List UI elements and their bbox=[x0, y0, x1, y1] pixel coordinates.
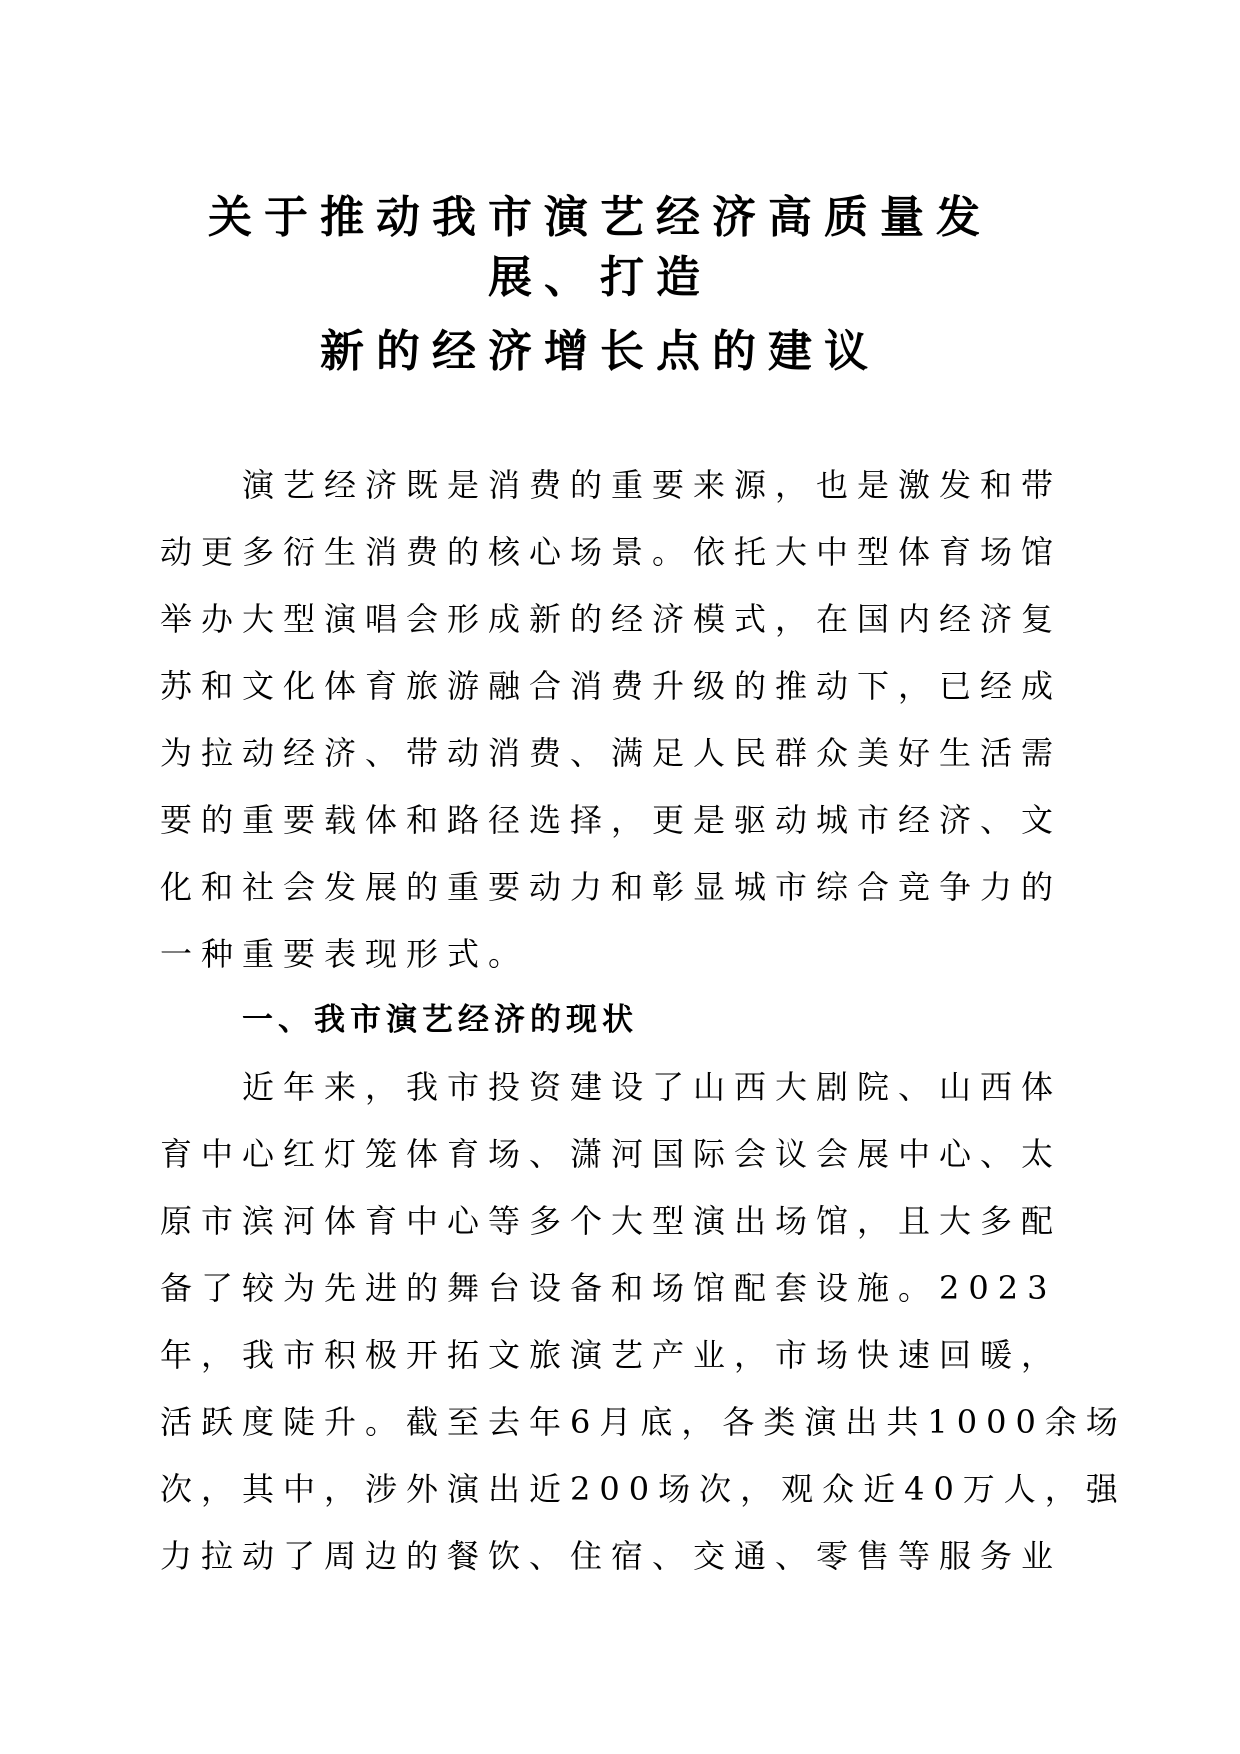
paragraph-2-line: 近年来，我市投资建设了山西大剧院、山西体 bbox=[242, 1068, 1063, 1106]
paragraph-1-line: 演艺经济既是消费的重要来源，也是激发和带 bbox=[242, 466, 1063, 504]
paragraph-2-line: 年，我市积极开拓文旅演艺产业，市场快速回暖， bbox=[160, 1336, 1063, 1374]
section-heading: 一、我市演艺经济的现状 bbox=[242, 1002, 638, 1038]
paragraph-2-line: 力拉动了周边的餐饮、住宿、交通、零售等服务业 bbox=[160, 1537, 1063, 1575]
paragraph-1-line: 化和社会发展的重要动力和彰显城市综合竞争力的 bbox=[160, 868, 1063, 906]
paragraph-2-line: 活跃度陡升。截至去年6月底，各类演出共1000余场 bbox=[160, 1403, 1127, 1441]
paragraph-2-line: 育中心红灯笼体育场、潇河国际会议会展中心、太 bbox=[160, 1135, 1063, 1173]
paragraph-1-line: 苏和文化体育旅游融合消费升级的推动下，已经成 bbox=[160, 667, 1063, 705]
paragraph-1-line: 举办大型演唱会形成新的经济模式，在国内经济复 bbox=[160, 600, 1063, 638]
document-title-line-1: 关于推动我市演艺经济高质量发 bbox=[208, 192, 992, 243]
paragraph-1-line: 一种重要表现形式。 bbox=[160, 935, 530, 973]
paragraph-2-line: 次，其中，涉外演出近200场次，观众近40万人，强 bbox=[160, 1470, 1127, 1508]
document-title-line-3: 新的经济增长点的建议 bbox=[320, 326, 880, 377]
document-title-line-2: 展、打造 bbox=[488, 252, 712, 303]
paragraph-2-line: 原市滨河体育中心等多个大型演出场馆，且大多配 bbox=[160, 1202, 1063, 1240]
paragraph-1-line: 为拉动经济、带动消费、满足人民群众美好生活需 bbox=[160, 734, 1063, 772]
paragraph-1-line: 要的重要载体和路径选择，更是驱动城市经济、文 bbox=[160, 801, 1063, 839]
paragraph-1-line: 动更多衍生消费的核心场景。依托大中型体育场馆 bbox=[160, 533, 1063, 571]
paragraph-2-line: 备了较为先进的舞台设备和场馆配套设施。2023 bbox=[160, 1269, 1057, 1307]
